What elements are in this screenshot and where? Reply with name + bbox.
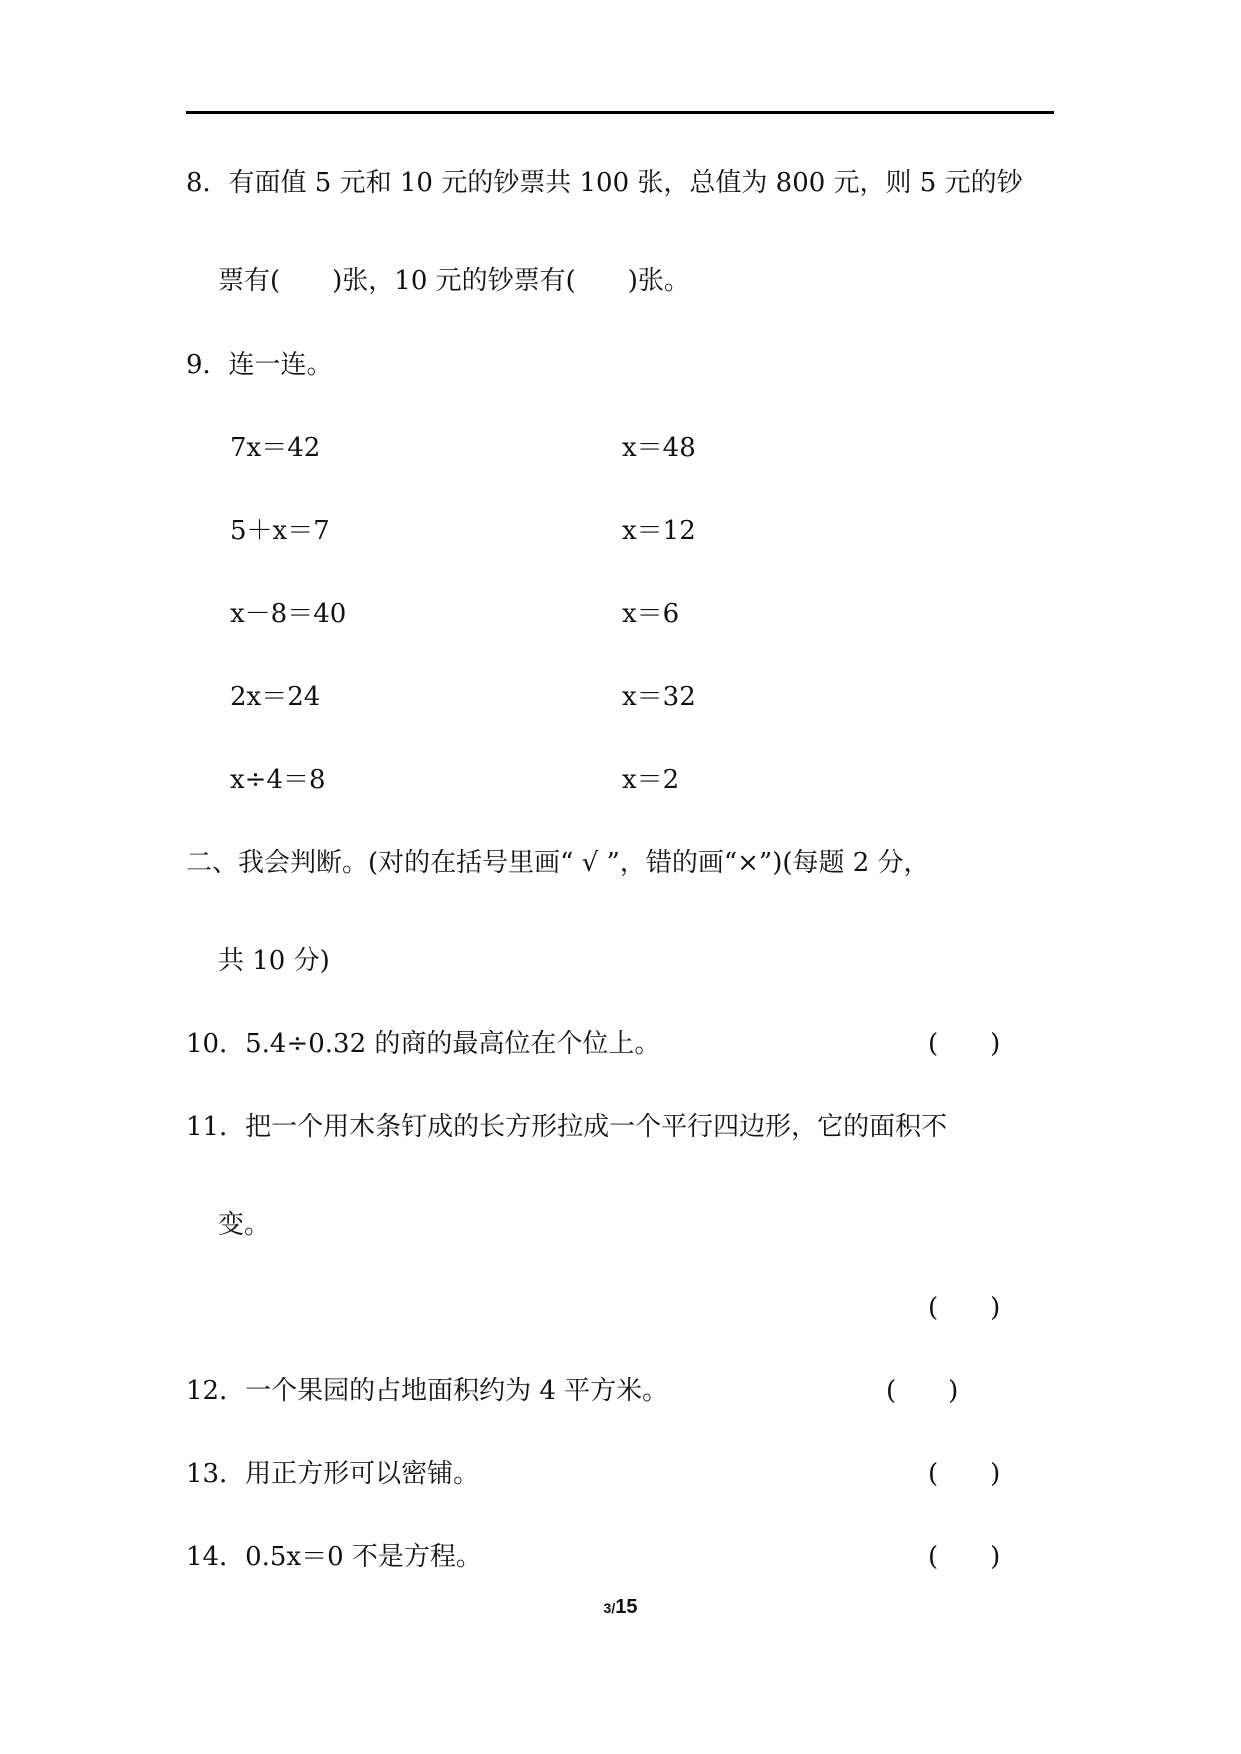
page-current: 3/ — [603, 1600, 616, 1616]
match-right-5: x＝2 — [622, 765, 680, 795]
q10-number: 10． — [186, 1029, 246, 1059]
q8-line1: 8．有面值 5 元和 10 元的钞票共 100 张，总值为 800 元，则 5 元的钞 — [186, 168, 1023, 198]
page-number — [0, 1596, 1241, 1619]
q13 — [186, 1457, 479, 1491]
q12-text: 一个果园的占地面积约为 4 平方米。 — [245, 1376, 669, 1406]
q8-line2: 票有( )张，10 元的钞票有( )张。 — [218, 266, 690, 296]
match-right-1: x＝48 — [622, 433, 696, 463]
match-right-3: x＝6 — [622, 599, 680, 629]
q10-text: 5.4÷0.32 的商的最高位在个位上。 — [245, 1029, 661, 1059]
match-left-2: 5＋x＝7 — [230, 516, 330, 546]
section2-heading: 二、我会判断。(对的在括号里画“ √ ”，错的画“×”)(每题 2 分， — [186, 848, 930, 878]
match-right-4: x＝32 — [622, 682, 696, 712]
q11-answer-paren[interactable]: ( ) — [928, 1293, 1001, 1323]
q13-text: 用正方形可以密铺。 — [245, 1459, 480, 1489]
q14-number: 14． — [186, 1542, 246, 1572]
q14-answer-paren[interactable]: ( ) — [928, 1542, 1001, 1572]
q13-answer-paren[interactable]: ( ) — [928, 1459, 1001, 1489]
q12-answer-paren[interactable]: ( ) — [886, 1376, 959, 1406]
q12 — [186, 1374, 668, 1408]
q14 — [186, 1540, 482, 1574]
match-left-1: 7x＝42 — [230, 433, 321, 463]
q10 — [186, 1027, 660, 1061]
match-left-4: 2x＝24 — [230, 682, 321, 712]
match-left-3: x－8＝40 — [230, 599, 347, 629]
q9-title: 9．连一连。 — [186, 350, 333, 380]
q11-text-cont: 变。 — [218, 1210, 271, 1240]
q13-number: 13． — [186, 1459, 246, 1489]
q14-text: 0.5x＝0 不是方程。 — [245, 1542, 482, 1572]
q11-number: 11． — [186, 1112, 246, 1142]
match-right-2: x＝12 — [622, 516, 696, 546]
header-rule — [186, 111, 1054, 114]
section2-heading-cont: 共 10 分) — [218, 946, 330, 976]
q11 — [186, 1110, 947, 1144]
match-left-5: x÷4＝8 — [230, 765, 326, 795]
q11-text: 把一个用木条钉成的长方形拉成一个平行四边形，它的面积不 — [245, 1112, 948, 1142]
q12-number: 12． — [186, 1376, 246, 1406]
page-total: 15 — [615, 1596, 638, 1618]
q10-answer-paren[interactable]: ( ) — [928, 1029, 1001, 1059]
